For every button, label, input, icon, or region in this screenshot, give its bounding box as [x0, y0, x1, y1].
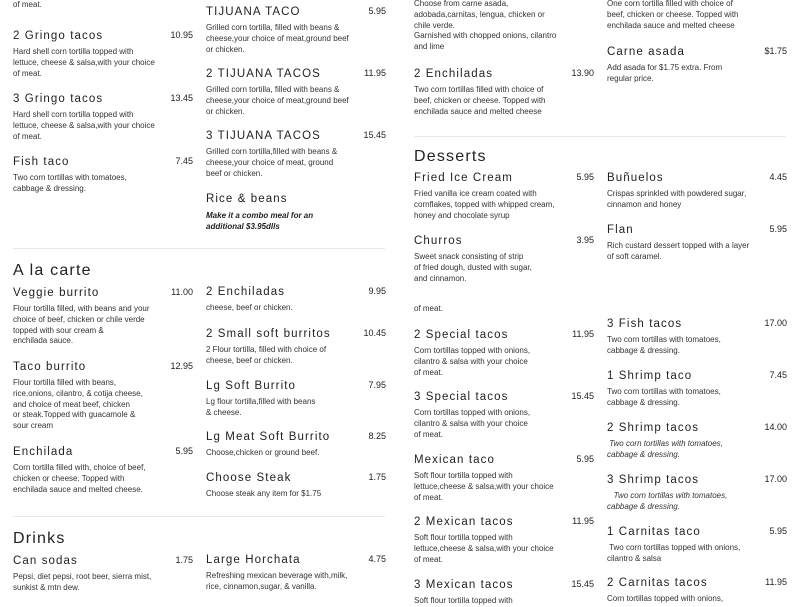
menu-item-rice-and-beans	[206, 193, 386, 232]
item-name: Churros	[414, 235, 463, 247]
divider	[13, 248, 385, 249]
item-description: Lg flour tortilla,filled with beans & cheese.	[206, 397, 316, 417]
item-price: 13.90	[571, 68, 594, 78]
menu-item-fried-ice-cream	[414, 172, 594, 221]
item-price: 14.00	[764, 422, 787, 432]
item-description: Two corn tortillas with tomatoes, cabbage & dressing.	[13, 173, 127, 193]
item-price: 5.95	[769, 224, 787, 234]
item-name: Flan	[607, 224, 634, 236]
item-price: 12.95	[170, 361, 193, 371]
menu-item-1-shrimp-taco	[607, 370, 787, 409]
item-price: 1.75	[175, 555, 193, 565]
item-name: 3 TIJUANA TACOS	[206, 130, 321, 142]
menu-item-2-tijuana-tacos	[206, 68, 386, 117]
item-description: Flour tortilla filled with beans, rice,onions, cilantro, & cotija cheese, and choice of meat beef, chicken or steak.Topped with guacamole & sour cream	[13, 378, 143, 431]
item-price: 5.95	[769, 526, 787, 536]
item-price: 9.95	[368, 286, 386, 296]
item-name: 3 Mexican tacos	[414, 579, 514, 591]
item-name: Buñuelos	[607, 172, 664, 184]
item-description: Grilled corn tortilla, filled with beans & cheese,your choice of meat,ground beef or chicken.	[206, 23, 349, 54]
menu-item-flan	[607, 224, 787, 263]
menu-item-2-gringo-tacos	[13, 30, 193, 79]
item-description: Two corn tortillas filled with choice of beef, chicken or cheese. Topped with enchilada sauce and melted cheese	[414, 85, 546, 116]
item-description: Add asada for $1.75 extra. From regular price.	[607, 63, 723, 83]
menu-item-lg-soft-burrito	[206, 380, 386, 419]
menu-item-taco-burrito	[13, 361, 193, 432]
menu-item-choose-steak	[206, 472, 386, 500]
menu-item-can-sodas	[13, 555, 193, 594]
menu-item-2-special-tacos	[414, 329, 594, 378]
menu-item-enchilada	[13, 446, 193, 495]
menu-item-veggie-burrito	[13, 287, 193, 347]
item-description: cheese, beef or chicken.	[206, 303, 293, 312]
item-name: 2 Small soft burritos	[206, 328, 331, 340]
item-description: 2 Flour tortilla, filled with choice of cheese, beef or chicken.	[206, 345, 327, 365]
item-description: Hard shell corn tortilla topped with lettuce, cheese & salsa,with your choice of meat.	[13, 110, 155, 141]
menu-item-2-shrimp-tacos	[607, 422, 787, 461]
section-title-a-la-carte: A la carte	[13, 262, 92, 279]
col3-top-fragment: Choose from carne asada, adobada,carnitas, lengua, chicken or chile verde. Garnished with chopped onions, cilantro and lime	[414, 0, 557, 52]
item-price: 15.45	[571, 579, 594, 589]
item-price: 1.75	[368, 472, 386, 482]
menu-item-3-mexican-tacos	[414, 579, 594, 607]
item-description: Two corn tortillas with tomatoes, cabbage & dressing.	[607, 387, 721, 407]
item-name: 1 Carnitas taco	[607, 526, 701, 538]
item-name: Carne asada	[607, 46, 685, 58]
item-price: 11.00	[171, 287, 193, 297]
divider	[13, 516, 385, 517]
item-name: 2 Enchiladas	[414, 68, 494, 80]
item-price: 13.45	[170, 93, 193, 103]
item-description: Two corn tortillas with tomatoes, cabbage & dressing.	[607, 335, 721, 355]
menu-item-fish-taco	[13, 156, 193, 195]
item-name: 2 Gringo tacos	[13, 30, 104, 42]
item-price: 17.00	[764, 318, 787, 328]
menu-item-churros	[414, 235, 594, 284]
item-name: 2 Carnitas tacos	[607, 577, 708, 589]
item-name: 3 Special tacos	[414, 391, 509, 403]
item-price: 5.95	[368, 6, 386, 16]
item-description: Refreshing mexican beverage with,milk, rice, cinnamon,sugar, & vanilla.	[206, 571, 348, 591]
item-price: 11.95	[572, 516, 594, 526]
menu-item-lg-meat-soft-burrito	[206, 431, 386, 459]
item-description: Soft flour tortilla topped with lettuce,cheese & salsa,with your choice of meat.	[414, 533, 554, 564]
item-price: 7.45	[175, 156, 193, 166]
item-name: Large Horchata	[206, 554, 301, 566]
item-name: 2 Shrimp tacos	[607, 422, 700, 434]
menu-item-carne-asada	[607, 46, 787, 85]
item-name: 1 Shrimp taco	[607, 370, 693, 382]
menu-item-large-horchata	[206, 554, 386, 593]
item-description: Soft flour tortilla topped with	[414, 596, 513, 605]
item-name: Can sodas	[13, 555, 78, 567]
col4-top-fragment: One corn tortilla filled with choice of beef, chicken or cheese. Topped with enchilada sauce and melted cheese	[607, 0, 739, 30]
item-price: 5.95	[175, 446, 193, 456]
item-description: Corn tortillas topped with onions, cilantro & salsa with your choice of meat.	[414, 408, 531, 439]
menu-item-3-fish-tacos	[607, 318, 787, 357]
item-name: 3 Fish tacos	[607, 318, 683, 330]
item-price: 11.95	[765, 577, 787, 587]
menu-item-3-shrimp-tacos	[607, 474, 787, 513]
item-price: 5.95	[576, 172, 594, 182]
item-price: 15.45	[571, 391, 594, 401]
item-name: Lg Meat Soft Burrito	[206, 431, 331, 443]
menu-item-1-carnitas-taco	[607, 526, 787, 565]
divider	[414, 136, 786, 137]
menu-item-3-special-tacos	[414, 391, 594, 440]
item-price: 10.95	[170, 30, 193, 40]
menu-item-2-small-soft-burritos	[206, 328, 386, 367]
menu-item-2-enchiladas-combo	[414, 68, 594, 117]
item-description: Choose steak any item for $1.75	[206, 489, 322, 498]
item-description: Rich custard dessert topped with a layer of soft caramel.	[607, 241, 750, 261]
item-name: 2 Mexican tacos	[414, 516, 514, 528]
item-price: 7.45	[769, 370, 787, 380]
item-name: 3 Shrimp tacos	[607, 474, 700, 486]
item-description: Two corn tortillas topped with onions, cilantro & salsa	[607, 543, 741, 563]
item-name: Taco burrito	[13, 361, 87, 373]
menu-item-mexican-taco	[414, 454, 594, 503]
item-name: Veggie burrito	[13, 287, 100, 299]
item-name: 2 Special tacos	[414, 329, 509, 341]
item-name: Choose Steak	[206, 472, 292, 484]
item-price: 5.95	[576, 454, 594, 464]
menu-item-3-tijuana-tacos	[206, 130, 386, 179]
item-description: Grilled corn tortilla,filled with beans & cheese,your choice of meat, ground beef or chicken.	[206, 147, 338, 178]
item-name: Enchilada	[13, 446, 74, 458]
item-name: TIJUANA TACO	[206, 6, 301, 18]
item-price: 4.45	[769, 172, 787, 182]
item-description: Grilled corn tortilla, filled with beans & cheese,your choice of meat,ground beef or chicken.	[206, 85, 349, 116]
item-price: 17.00	[764, 474, 787, 484]
menu-item-bunuelos	[607, 172, 787, 211]
item-price: 8.25	[368, 431, 386, 441]
col1-top-fragment: of meat.	[13, 0, 42, 9]
item-price: 3.95	[576, 235, 594, 245]
item-description: Corn tortilla filled with, choice of beef, chicken or cheese. Topped with enchilada sauce and melted cheese.	[13, 463, 146, 494]
item-description: Sweet snack consisting of strip of fried dough, dusted with sugar, and cinnamon.	[414, 252, 532, 283]
item-name: Fried Ice Cream	[414, 172, 513, 184]
item-price: 15.45	[363, 130, 386, 140]
item-price: 4.75	[368, 554, 386, 564]
menu-item-3-gringo-tacos	[13, 93, 193, 142]
menu-item-2-enchiladas	[206, 286, 386, 314]
item-price: 10.45	[363, 328, 386, 338]
item-price: $1.75	[764, 46, 787, 56]
col3-lower-fragment: of meat.	[414, 304, 443, 313]
item-name: Mexican taco	[414, 454, 495, 466]
item-description: Crispas sprinkled with powdered sugar, cinnamon and honey	[607, 189, 747, 209]
menu-item-2-mexican-tacos	[414, 516, 594, 565]
item-description: Corn tortillas topped with onions, cilantro & salsa with your choice of meat.	[414, 346, 531, 377]
item-description: Two corn tortillas with tomatoes, cabbage & dressing.	[607, 491, 728, 511]
item-name: 3 Gringo tacos	[13, 93, 104, 105]
item-name: Rice & beans	[206, 193, 288, 205]
item-name: Lg Soft Burrito	[206, 380, 297, 392]
combo-note: Make it a combo meal for an additional $3.95dlls	[206, 211, 314, 231]
item-description: Choose,chicken or ground beef.	[206, 448, 320, 457]
item-name: 2 TIJUANA TACOS	[206, 68, 321, 80]
item-description: Two corn tortillas with tomatoes, cabbage & dressing.	[607, 439, 723, 459]
section-title-desserts: Desserts	[414, 148, 487, 165]
item-name: 2 Enchiladas	[206, 286, 286, 298]
item-description: Hard shell corn tortilla topped with lettuce, cheese & salsa,with your choice of meat.	[13, 47, 155, 78]
item-description: Pepsi, diet pepsi, root beer, sierra mist, sunkist & mtn dew.	[13, 572, 152, 592]
item-name: Fish taco	[13, 156, 70, 168]
item-price: 7.95	[368, 380, 386, 390]
menu-item-tijuana-taco	[206, 6, 386, 55]
section-title-drinks: Drinks	[13, 530, 66, 547]
item-description: Soft flour tortilla topped with lettuce,cheese & salsa,with your choice of meat.	[414, 471, 554, 502]
menu-item-2-carnitas-tacos	[607, 577, 787, 605]
item-price: 11.95	[364, 68, 386, 78]
item-description: Corn tortillas topped with onions,	[607, 594, 724, 603]
item-price: 11.95	[572, 329, 594, 339]
item-description: Flour tortilla filled, with beans and your choice of beef, chicken or chile verde topped with sour cream & enchilada sauce.	[13, 304, 150, 346]
item-description: Fried vanilla ice cream coated with cornflakes, topped with whipped cream, honey and chocolate syrup	[414, 189, 555, 220]
